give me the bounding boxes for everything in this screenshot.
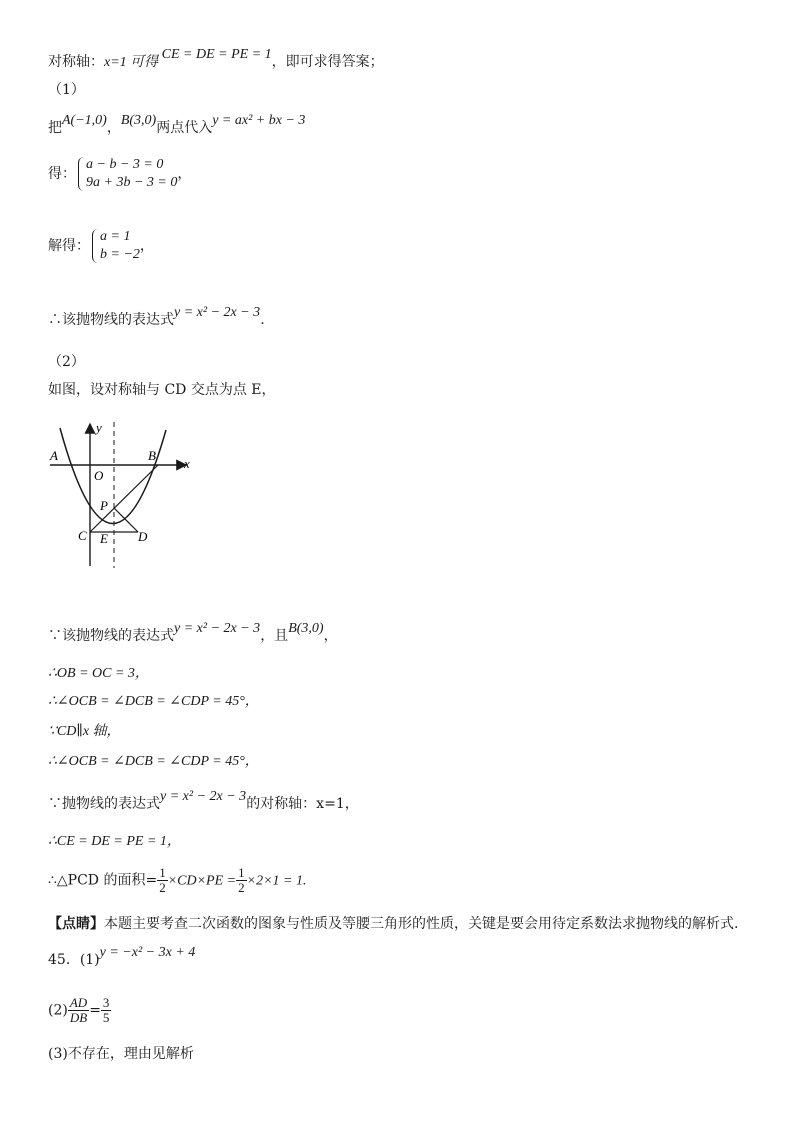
label-e: E xyxy=(100,531,108,546)
line-axis-symmetry: 对称轴：x=1 可得 CE = DE = PE = 1，即可求得答案； xyxy=(48,47,384,70)
parabola-figure xyxy=(40,418,200,574)
part-1-heading: （1） xyxy=(48,82,85,98)
line-system-equations: 得： a − b − 3 = 0 9a + 3b − 3 = 0 ， xyxy=(48,157,192,190)
fraction-half-1: $\frac{1}{2}$ xyxy=(159,865,166,895)
label-c: C xyxy=(78,528,87,543)
line-axis-x1: ∵抛物线的表达式y = x² − 2x − 3的对称轴：x=1， xyxy=(48,789,359,812)
answer-45-part2: (2) $\frac{AD}{DB}$ = $\frac{3}{5}$ xyxy=(48,995,110,1025)
line-parabola-expression: ∴该抛物线的表达式y = x² − 2x − 3. xyxy=(48,305,265,328)
line-ce-de-pe: ∴CE = DE = PE = 1， xyxy=(48,834,181,849)
line-angles-2: ∴∠OCB = ∠DCB = ∠CDP = 45°， xyxy=(48,754,259,769)
label-o: O xyxy=(94,468,104,483)
line-given-expression: ∵该抛物线的表达式y = x² − 2x − 3，且B(3,0)， xyxy=(48,621,338,644)
line-solution: 解得： a = 1 b = −2 ， xyxy=(48,229,154,262)
fraction-half-2: $\frac{1}{2}$ xyxy=(238,865,245,895)
line-ob-oc: ∴OB = OC = 3， xyxy=(48,666,149,681)
line-set-point-e: 如图，设对称轴与 CD 交点为点 E， xyxy=(48,382,276,398)
label-d: D xyxy=(138,529,148,544)
solution-system: a = 1 b = −2 xyxy=(90,228,140,264)
fraction-3-5: $\frac{3}{5}$ xyxy=(102,995,110,1025)
label-p: P xyxy=(100,498,108,513)
fraction-ad-db: $\frac{AD}{DB}$ xyxy=(69,995,88,1025)
part-2-heading: （2） xyxy=(48,354,85,370)
answer-45-part1: 45．(1)y = −x² − 3x + 4 xyxy=(48,945,196,968)
line-cd-parallel: ∵CD∥x 轴， xyxy=(48,724,121,739)
line-angles-1: ∴∠OCB = ∠DCB = ∠CDP = 45°， xyxy=(48,694,259,709)
answer-45-part3: (3)不存在，理由见解析 xyxy=(48,1046,194,1062)
equation-system: a − b − 3 = 0 9a + 3b − 3 = 0 xyxy=(76,156,177,192)
label-a: A xyxy=(50,448,58,463)
line-triangle-area: ∴△PCD 的面积= $\frac{1}{2}$ ×CD×PE = $\frac{1}{2}$ ×2×1 = 1. xyxy=(48,865,307,895)
line-dianjing: 【点睛】本题主要考查二次函数的图象与性质及等腰三角形的性质，关键是要会用待定系数法求抛物线的解析式. xyxy=(48,916,739,932)
label-x: x xyxy=(184,456,190,471)
label-y: y xyxy=(96,420,102,435)
segment-pd xyxy=(114,508,138,532)
line-substitute: 把A(−1,0)，B(3,0)两点代入y = ax² + bx − 3 xyxy=(48,113,306,136)
label-b: B xyxy=(148,448,156,463)
